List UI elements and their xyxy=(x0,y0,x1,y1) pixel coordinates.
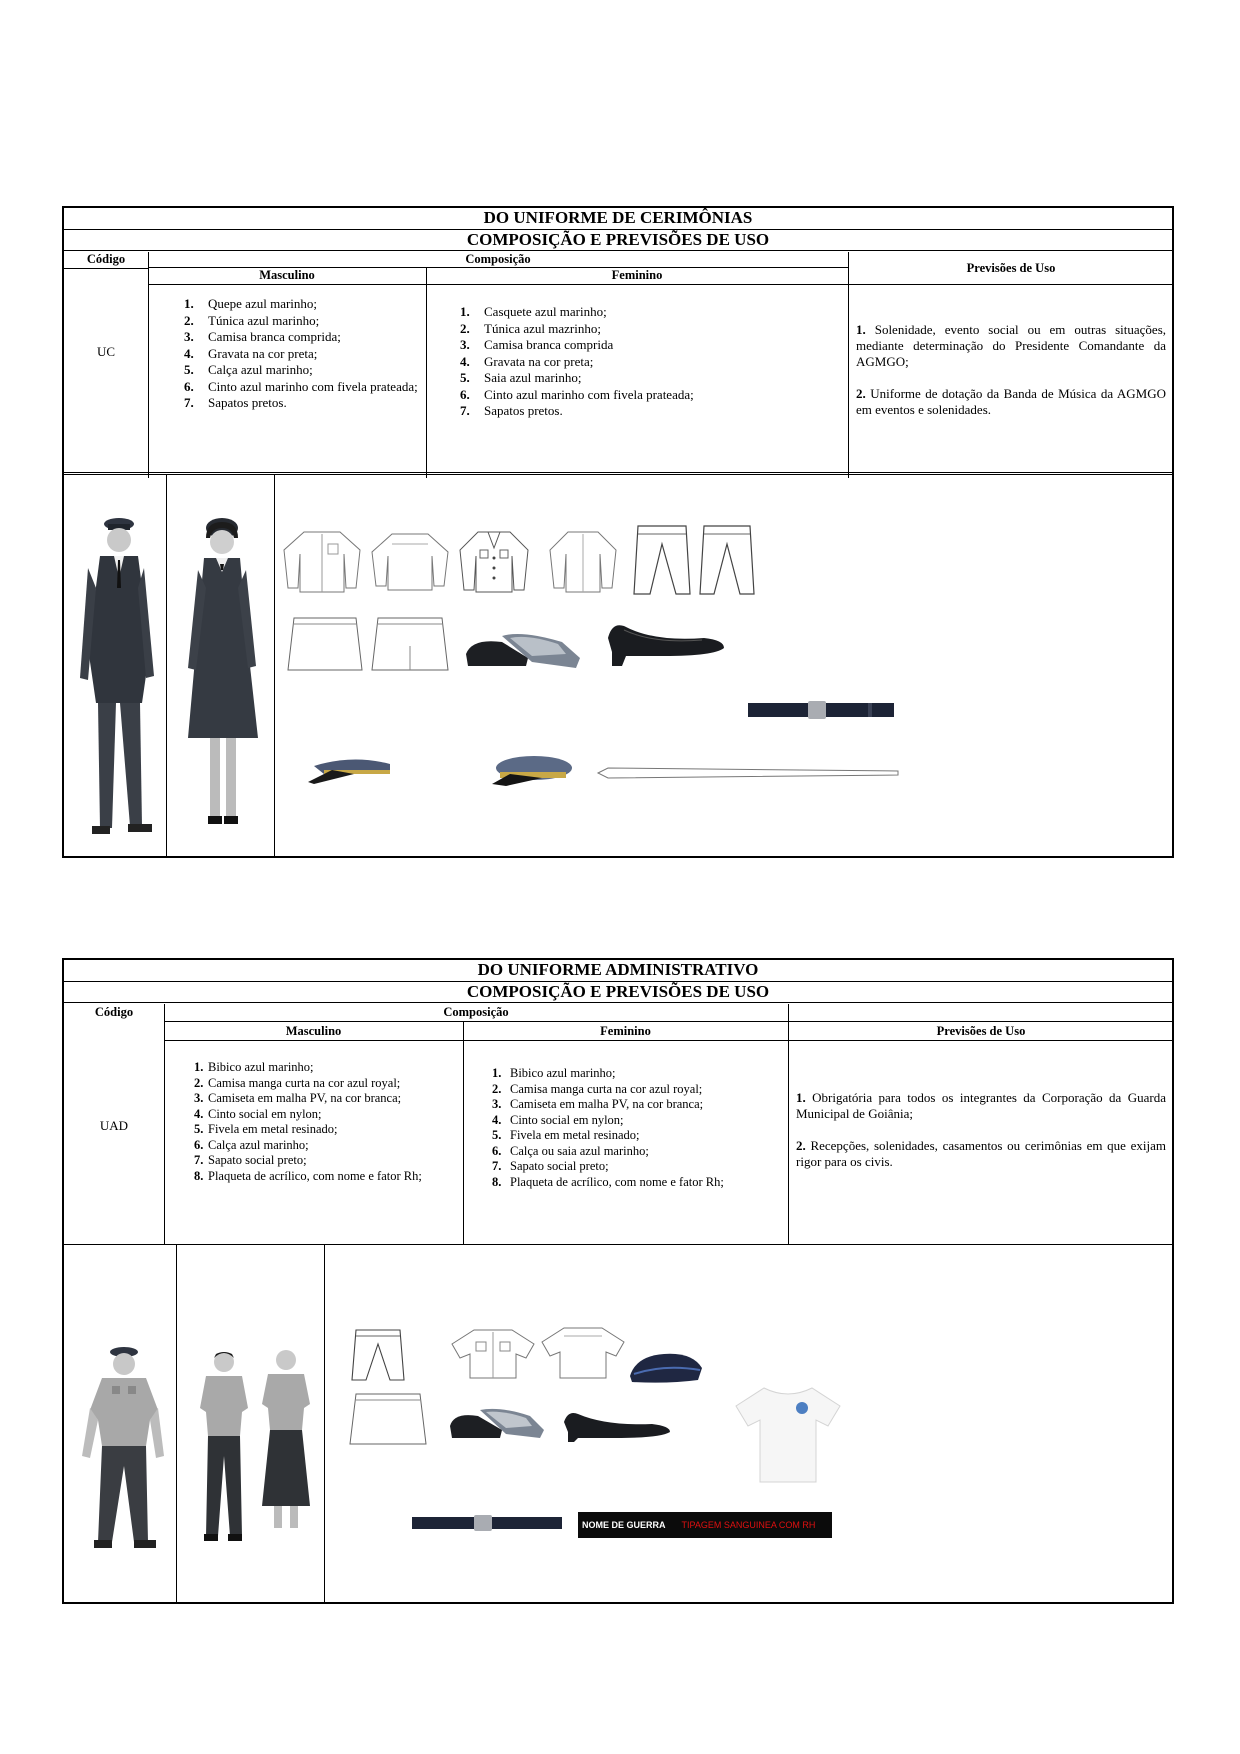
uad-code: UAD xyxy=(99,1118,129,1133)
female-ceremonial-figure xyxy=(176,508,270,838)
list-item: 3. Camisa branca comprida; xyxy=(184,329,341,344)
mens-shoes-icon xyxy=(446,1404,546,1444)
uad-header-masculino: Masculino xyxy=(285,1024,342,1038)
list-item: 7. Sapatos pretos. xyxy=(184,395,287,410)
womens-shoes-icon xyxy=(604,616,728,668)
nameplate-blood-type: TIPAGEM SANGUINEA COM RH xyxy=(681,1520,816,1530)
list-item: 7. Sapatos pretos. xyxy=(460,403,563,418)
uad-masculino-list xyxy=(194,1060,464,1184)
mens-shoes-icon xyxy=(462,628,584,674)
list-item: 2. Camisa manga curta na cor azul royal; xyxy=(194,1075,401,1090)
uc-masculino-list xyxy=(184,296,420,412)
list-item: 2. Recepções, solenidades, casamentos ou cerimônias em que exijam rigor para os civis. xyxy=(796,1138,1167,1169)
tie-icon xyxy=(598,766,898,780)
uad-subtitle: COMPOSIÇÃO E PREVISÕES DE USO xyxy=(64,982,1172,1003)
list-item: 6. Cinto azul marinho com fivela prateada; xyxy=(460,386,694,402)
belt-icon xyxy=(412,1514,562,1532)
list-item: 4. Gravata na cor preta; xyxy=(460,353,594,369)
list-item: 4. Cinto social em nylon; xyxy=(194,1106,322,1121)
skirt-icon xyxy=(348,1392,428,1446)
nameplate-name: NOME DE GUERRA xyxy=(582,1520,666,1530)
list-item: 1. Bibico azul marinho; xyxy=(194,1060,314,1074)
long-sleeve-shirt-back-icon xyxy=(370,530,450,592)
list-item: 1. Casquete azul marinho; xyxy=(460,304,607,319)
list-item: 7. Sapato social preto; xyxy=(194,1153,307,1167)
short-sleeve-shirt-icon xyxy=(450,1328,536,1380)
short-sleeve-shirt-back-icon xyxy=(540,1326,626,1380)
cap-quepe-icon xyxy=(304,756,400,786)
list-item: 1. Solenidade, evento social ou em outras situações, mediante determinação do Presidente Comandante da AGMGO; xyxy=(856,322,1167,369)
list-item: 2. Camisa manga curta na cor azul royal; xyxy=(492,1081,703,1096)
uc-code: UC xyxy=(96,344,116,359)
list-item: 1. Quepe azul marinho; xyxy=(184,296,318,311)
list-item: 5. Fivela em metal resinado; xyxy=(492,1128,640,1142)
uc-header-masculino: Masculino xyxy=(259,268,315,282)
uad-header-codigo: Código xyxy=(94,1005,134,1019)
skirt-back-icon xyxy=(370,616,450,672)
womens-shoes-icon xyxy=(560,1406,672,1442)
uc-previsoes xyxy=(856,322,1166,434)
uad-header-previsoes: Previsões de Uso xyxy=(936,1024,1026,1038)
nameplate xyxy=(578,1512,832,1538)
trousers-icon xyxy=(632,524,692,596)
uc-header-codigo: Código xyxy=(86,252,126,266)
list-item: 2. Túnica azul marinho; xyxy=(184,312,320,328)
uc-header-feminino: Feminino xyxy=(611,268,663,282)
list-item: 3. Camiseta em malha PV, na cor branca; xyxy=(492,1097,704,1111)
list-item: 6. Cinto azul marinho com fivela prateada; xyxy=(184,378,418,394)
uc-table xyxy=(62,206,1174,858)
uc-title: DO UNIFORME DE CERIMÔNIAS xyxy=(64,208,1172,230)
uad-feminino-list xyxy=(492,1066,782,1190)
list-item: 2. Uniforme de dotação da Banda de Música da AGMGO em eventos e solenidades. xyxy=(856,386,1166,417)
uc-header-previsoes: Previsões de Uso xyxy=(966,261,1056,275)
list-item: 4. Gravata na cor preta; xyxy=(184,345,318,361)
uad-title: DO UNIFORME ADMINISTRATIVO xyxy=(64,960,1172,982)
white-tshirt-icon xyxy=(734,1384,842,1484)
trousers-back-icon xyxy=(698,524,756,596)
list-item: 1. Obrigatória para todos os integrantes da Corporação da Guarda Municipal de Goiânia; xyxy=(796,1090,1166,1121)
list-item: 8. Plaqueta de acrílico, com nome e fator Rh; xyxy=(194,1168,422,1183)
bibico-cap-icon xyxy=(628,1350,704,1384)
uad-table xyxy=(62,958,1174,1604)
list-item: 5. Saia azul marinho; xyxy=(460,370,582,385)
womens-shirt-icon xyxy=(548,528,618,594)
list-item: 2. Túnica azul mazrinho; xyxy=(460,320,601,336)
male-ceremonial-figure xyxy=(72,508,162,838)
uad-previsoes xyxy=(796,1090,1166,1186)
list-item: 3. Camiseta em malha PV, na cor branca; xyxy=(194,1091,402,1105)
cap-casquete-icon xyxy=(486,754,576,788)
list-item: 5. Calça azul marinho; xyxy=(184,362,313,377)
list-item: 7. Sapato social preto; xyxy=(492,1159,609,1173)
uad-header-feminino: Feminino xyxy=(600,1024,651,1038)
list-item: 4. Cinto social em nylon; xyxy=(492,1112,624,1127)
list-item: 6. Calça azul marinho; xyxy=(194,1137,309,1152)
uc-subtitle: COMPOSIÇÃO E PREVISÕES DE USO xyxy=(64,230,1172,251)
female-administrative-figures xyxy=(182,1346,322,1552)
trousers-icon xyxy=(350,1328,406,1382)
uc-feminino-list xyxy=(460,304,840,420)
long-sleeve-shirt-icon xyxy=(282,528,362,594)
tunic-icon xyxy=(458,528,530,594)
uad-header-composicao: Composição xyxy=(443,1005,509,1019)
belt-icon xyxy=(748,700,894,720)
list-item: 3. Camisa branca comprida xyxy=(460,337,614,352)
list-item: 5. Fivela em metal resinado; xyxy=(194,1122,338,1136)
uc-header-composicao: Composição xyxy=(465,252,531,266)
list-item: 1. Bibico azul marinho; xyxy=(492,1066,616,1080)
skirt-icon xyxy=(286,616,364,672)
male-administrative-figure xyxy=(72,1346,172,1552)
list-item: 8. Plaqueta de acrílico, com nome e fator Rh; xyxy=(492,1174,724,1189)
list-item: 6. Calça ou saia azul marinho; xyxy=(492,1143,649,1158)
